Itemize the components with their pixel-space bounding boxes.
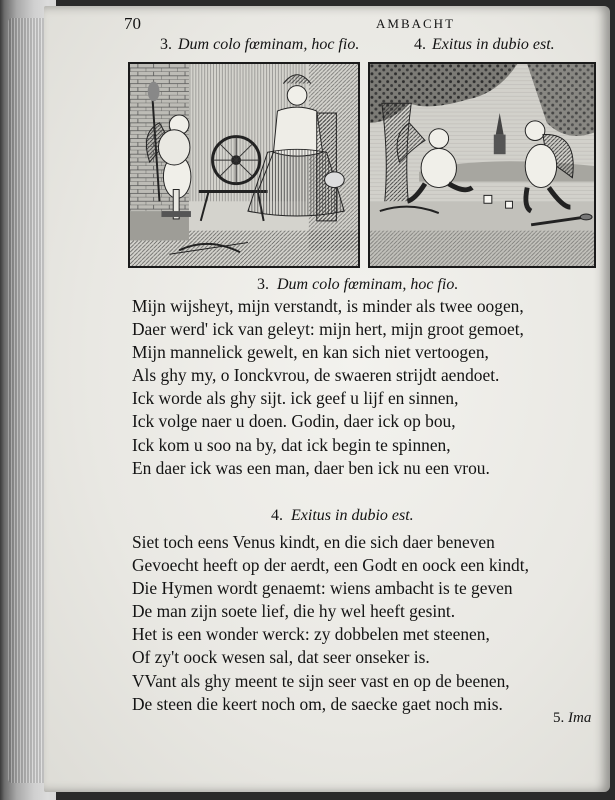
section-title: Exitus in dubio est.: [291, 507, 414, 524]
emblem-illustration-spinning: [128, 62, 360, 268]
verse-line: Ick volge naer u doen. Godin, daer ick op bou,: [132, 411, 456, 432]
running-head: AMBACHT: [376, 16, 456, 31]
catchword-number: 5.: [553, 710, 565, 726]
verse-line: Ick worde als ghy sijt. ick geef u lijf en sinnen,: [132, 388, 459, 409]
section-number: 3.: [257, 276, 269, 293]
emblem-number: 4.: [414, 36, 426, 53]
emblem-motto: Dum colo fœminam, hoc fio.: [178, 36, 360, 53]
verse-line: En daer ick was een man, daer ben ick nu een vrou.: [132, 457, 490, 478]
verse-line: Als ghy my, o Ionckvrou, de swaeren strijdt aendoet.: [132, 365, 500, 386]
emblem-motto: Exitus in dubio est.: [432, 36, 555, 53]
verse-line: De steen die keert noch om, de saecke gaet noch mis.: [132, 693, 503, 714]
catchword: [553, 710, 591, 727]
page-edges: [8, 18, 48, 783]
verse-line: Mijn wijsheyt, mijn verstandt, is minder als twee oogen,: [132, 296, 524, 316]
catchword-word: Ima: [568, 710, 592, 726]
verse-line: VVant als ghy meent te sijn seer vast en op de beenen,: [132, 670, 510, 691]
verse-line: Mijn mannelick gewelt, en kan sich niet vertoogen,: [132, 342, 489, 363]
verse-line: Of zy't oock wesen sal, dat seer onseker is.: [132, 647, 430, 668]
verse-line: De man zijn soete lief, die hy wel heeft gesint.: [132, 601, 456, 622]
verse-block-3: [132, 295, 524, 480]
emblem-number: 3.: [160, 36, 172, 53]
section-3-heading: [257, 276, 458, 294]
verse-line: Siet toch eens Venus kindt, en die sich daer beneven: [132, 532, 495, 552]
verse-line: Daer werd' ick van geleyt: mijn hert, mijn groot gemoet,: [132, 319, 524, 340]
section-4-heading: [271, 507, 414, 525]
emblem-illustration-dice: [368, 62, 596, 268]
page-number: 70: [124, 14, 141, 33]
emblem-caption-4: [414, 36, 555, 54]
section-title: Dum colo fœminam, hoc fio.: [277, 276, 459, 293]
emblem-caption-3: [160, 36, 359, 54]
verse-line: Gevoecht heeft op der aerdt, een Godt en oock een kindt,: [132, 555, 529, 576]
verse-block-4: [132, 531, 529, 716]
section-number: 4.: [271, 507, 283, 524]
book-page: [44, 6, 610, 792]
verse-line: Het is een wonder werck: zy dobbelen met steenen,: [132, 624, 490, 645]
verse-line: Die Hymen wordt genaemt: wiens ambacht is te geven: [132, 578, 513, 599]
verse-line: Ick kom u soo na by, dat ick begin te spinnen,: [132, 434, 451, 455]
